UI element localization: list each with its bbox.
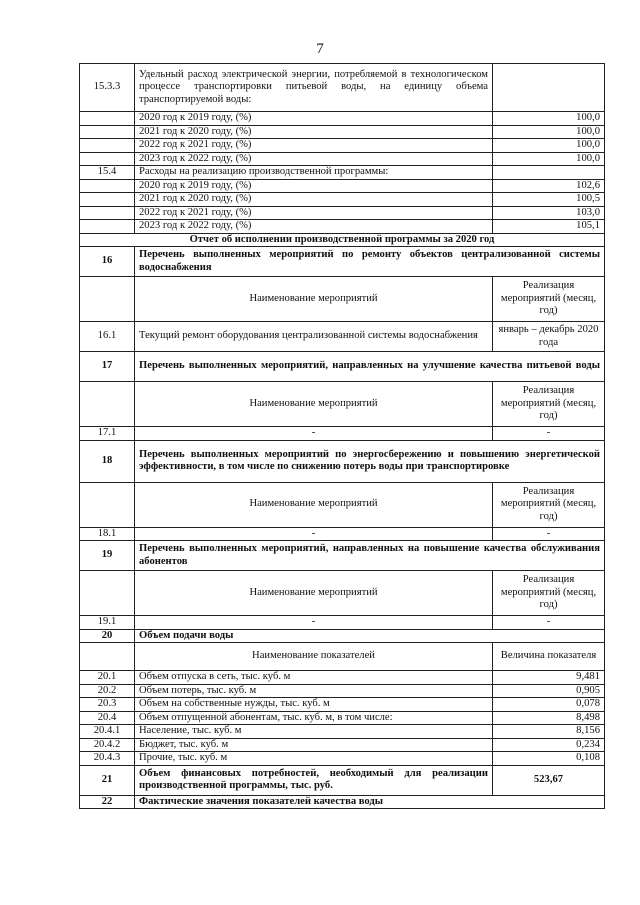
row-number: 20.4.1 (80, 725, 135, 739)
table-row (80, 139, 605, 153)
section-title: Перечень выполненных мероприятий, направленных на повышение качества обслуживания абонентов (135, 541, 605, 571)
section-title: Объем финансовых потребностей, необходимый для реализации производственной программы, тыс. руб. (135, 765, 493, 795)
row-number: 15.3.3 (80, 64, 135, 112)
section-title: Объем подачи воды (135, 629, 605, 643)
section-19-header (80, 541, 605, 571)
column-header-row (80, 277, 605, 322)
section-title: Перечень выполненных мероприятий по энергосбережению и повышению энергетической эффективности, в том числе по снижению потерь воды при транспортировке (135, 440, 605, 482)
table-row (80, 725, 605, 739)
row-number: 19.1 (80, 616, 135, 630)
row-label: 2023 год к 2022 году, (%) (135, 220, 493, 234)
column-header-implementation: Реализация мероприятий (месяц, год) (493, 571, 605, 616)
row-label: 2022 год к 2021 году, (%) (135, 206, 493, 220)
row-value (493, 166, 605, 180)
row-value: 8,498 (493, 711, 605, 725)
column-header-implementation: Реализация мероприятий (месяц, год) (493, 277, 605, 322)
row-description: - (135, 527, 493, 541)
table-row (80, 684, 605, 698)
section-title: Перечень выполненных мероприятий, направленных на улучшение качества питьевой воды (135, 352, 605, 382)
row-number: 18.1 (80, 527, 135, 541)
table-row (80, 125, 605, 139)
row-number: 17.1 (80, 427, 135, 441)
column-header-indicator: Наименование показателей (135, 643, 493, 671)
row-value: 100,0 (493, 112, 605, 126)
column-header-name: Наименование мероприятий (135, 571, 493, 616)
row-implementation: - (493, 427, 605, 441)
row-label: 2021 год к 2020 году, (%) (135, 193, 493, 207)
column-header-row (80, 571, 605, 616)
row-value: 100,0 (493, 152, 605, 166)
section-number: 20 (80, 629, 135, 643)
section-number: 18 (80, 440, 135, 482)
section-number: 21 (80, 765, 135, 795)
row-description: - (135, 427, 493, 441)
column-header-row (80, 382, 605, 427)
row-value: 103,0 (493, 206, 605, 220)
section-number: 19 (80, 541, 135, 571)
column-header-row (80, 643, 605, 671)
section-16-header (80, 247, 605, 277)
row-number: 20.1 (80, 671, 135, 685)
row-label: Бюджет, тыс. куб. м (135, 738, 493, 752)
table-row (80, 179, 605, 193)
row-number: 20.3 (80, 698, 135, 712)
row-label: 2020 год к 2019 году, (%) (135, 179, 493, 193)
program-table (79, 63, 605, 809)
row-description: Удельный расход электрической энергии, потребляемой в технологическом процессе транспортировки питьевой воды, на единицу объема транспортируемой воды: (135, 64, 493, 112)
section-17-header (80, 352, 605, 382)
table-row (80, 220, 605, 234)
section-number: 16 (80, 247, 135, 277)
column-header-name: Наименование мероприятий (135, 277, 493, 322)
column-header-value: Величина показателя (493, 643, 605, 671)
row-description: Расходы на реализацию производственной программы: (135, 166, 493, 180)
row-value: 0,078 (493, 698, 605, 712)
row-15-4 (80, 166, 605, 180)
table-row (80, 206, 605, 220)
row-label: 2023 год к 2022 году, (%) (135, 152, 493, 166)
table-row (80, 427, 605, 441)
row-value: 0,108 (493, 752, 605, 766)
row-label: Объем потерь, тыс. куб. м (135, 684, 493, 698)
row-implementation: - (493, 527, 605, 541)
row-label: 2020 год к 2019 году, (%) (135, 112, 493, 126)
table-row (80, 752, 605, 766)
table-row (80, 193, 605, 207)
table-row (80, 711, 605, 725)
table-row (80, 616, 605, 630)
section-title: Фактические значения показателей качества воды (135, 795, 605, 809)
column-header-implementation: Реализация мероприятий (месяц, год) (493, 382, 605, 427)
row-value: 9,481 (493, 671, 605, 685)
row-label: Объем отпуска в сеть, тыс. куб. м (135, 671, 493, 685)
row-value (493, 64, 605, 112)
row-value: 100,5 (493, 193, 605, 207)
row-number: 20.4.3 (80, 752, 135, 766)
row-value: 100,0 (493, 125, 605, 139)
row-description: - (135, 616, 493, 630)
table-row (80, 322, 605, 352)
column-header-implementation: Реализация мероприятий (месяц, год) (493, 482, 605, 527)
report-title-row (80, 233, 605, 247)
row-label: 2022 год к 2021 году, (%) (135, 139, 493, 153)
row-implementation: январь – декабрь 2020 года (493, 322, 605, 352)
row-value: 102,6 (493, 179, 605, 193)
section-number: 17 (80, 352, 135, 382)
report-title: Отчет об исполнении производственной программы за 2020 год (80, 233, 605, 247)
row-label: Объем отпущенной абонентам, тыс. куб. м, в том числе: (135, 711, 493, 725)
row-number: 16.1 (80, 322, 135, 352)
row-label: Население, тыс. куб. м (135, 725, 493, 739)
row-number: 20.4.2 (80, 738, 135, 752)
row-label: Прочие, тыс. куб. м (135, 752, 493, 766)
column-header-name: Наименование мероприятий (135, 382, 493, 427)
table-row (80, 698, 605, 712)
row-implementation: - (493, 616, 605, 630)
row-value: 100,0 (493, 139, 605, 153)
table-row (80, 112, 605, 126)
row-value: 8,156 (493, 725, 605, 739)
table-row (80, 152, 605, 166)
row-number: 20.4 (80, 711, 135, 725)
row-description: Текущий ремонт оборудования централизованной системы водоснабжения (135, 322, 493, 352)
section-18-header (80, 440, 605, 482)
row-15-3-3 (80, 64, 605, 112)
table-row (80, 671, 605, 685)
row-value: 0,234 (493, 738, 605, 752)
table-row (80, 527, 605, 541)
row-label: Объем на собственные нужды, тыс. куб. м (135, 698, 493, 712)
section-22-header (80, 795, 605, 809)
page-number: 7 (316, 41, 324, 57)
column-header-row (80, 482, 605, 527)
column-header-name: Наименование мероприятий (135, 482, 493, 527)
section-number: 22 (80, 795, 135, 809)
section-20-header (80, 629, 605, 643)
row-number: 20.2 (80, 684, 135, 698)
table-row (80, 738, 605, 752)
financial-needs-value: 523,67 (493, 765, 605, 795)
row-number: 15.4 (80, 166, 135, 180)
section-title: Перечень выполненных мероприятий по ремонту объектов централизованной системы водоснабжения (135, 247, 605, 277)
row-value: 0,905 (493, 684, 605, 698)
section-21-row (80, 765, 605, 795)
row-label: 2021 год к 2020 году, (%) (135, 125, 493, 139)
row-value: 105,1 (493, 220, 605, 234)
